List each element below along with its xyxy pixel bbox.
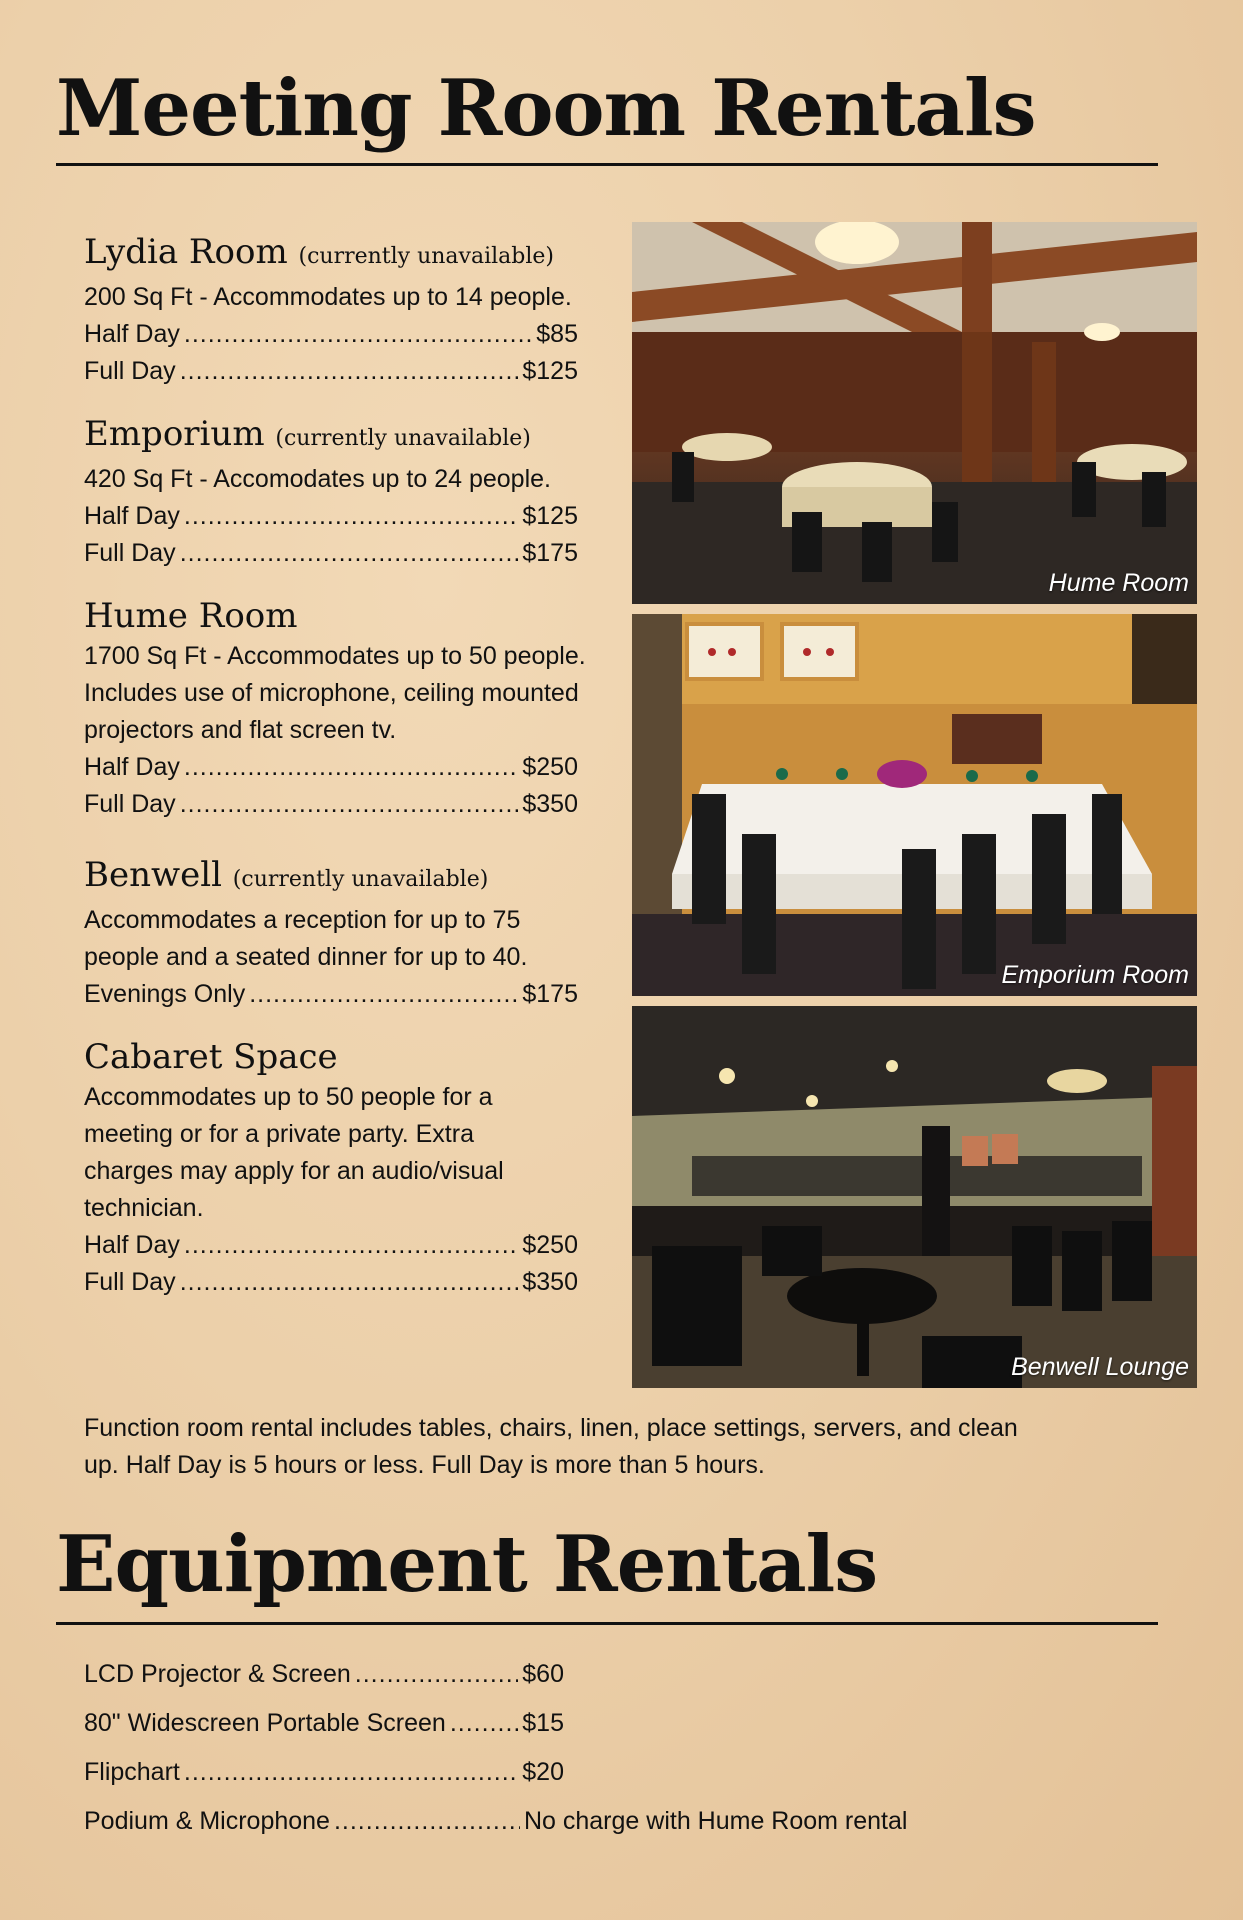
room-cabaret [84,1037,604,1301]
room-name: Benwell [84,855,222,895]
room-desc: 200 Sq Ft - Accommodates up to 14 people. [84,283,572,311]
price-row [84,353,578,390]
equipment-label: 80" Widescreen Portable Screen [84,1709,446,1737]
room-desc: Accommodates up to 50 people for a meeting or for a private party. Extra charges may apply for an audio/visual technician. [84,1083,504,1222]
leader-dots [184,749,519,786]
leader-dots [180,353,519,390]
emporium-room-illustration [632,614,1197,996]
price-label: Full Day [84,539,176,567]
room-name: Emporium [84,414,265,454]
room-title [84,232,604,277]
room-title [84,414,604,459]
price-value: $175 [522,980,578,1008]
availability-note: (currently unavailable) [232,867,489,892]
price-row [84,976,578,1013]
price-label: Full Day [84,790,176,818]
room-benwell [84,855,604,1013]
heading-rule [56,1622,1158,1625]
price-value: $125 [522,502,578,530]
equipment-row [84,1797,907,1846]
price-value: $85 [536,320,578,348]
price-value: $175 [522,539,578,567]
price-value: $125 [522,357,578,385]
equipment-price: $60 [522,1660,564,1688]
emporium-room-photo [632,614,1197,996]
room-title [84,596,604,636]
room-title [84,855,604,900]
equipment-label: Flipchart [84,1758,180,1786]
leader-dots [184,498,519,535]
equipment-row [84,1748,564,1797]
leader-dots [184,1227,519,1264]
price-value: $250 [522,1231,578,1259]
price-row [84,1227,578,1264]
hume-room-illustration [632,222,1197,604]
room-lydia [84,232,604,390]
benwell-lounge-photo [632,1006,1197,1388]
leader-dots [180,1264,519,1301]
price-value: $350 [522,790,578,818]
room-name: Lydia Room [84,232,288,272]
equipment-list [84,1650,907,1846]
price-row [84,535,578,572]
equipment-label: Podium & Microphone [84,1807,330,1835]
room-hume [84,596,604,823]
leader-dots [184,316,532,353]
leader-dots [180,786,519,823]
price-row [84,786,578,823]
equipment-row [84,1699,564,1748]
meeting-rentals-heading: Meeting Room Rentals [56,63,1036,154]
leader-dots [184,1748,518,1797]
room-desc: 1700 Sq Ft - Accommodates up to 50 people. Includes use of microphone, ceiling mounted projectors and flat screen tv. [84,642,586,744]
price-value: $250 [522,753,578,781]
photo-caption: Hume Room [1048,569,1189,597]
availability-note: (currently unavailable) [275,426,531,451]
hume-room-photo [632,222,1197,604]
price-label: Half Day [84,1231,180,1259]
price-row [84,498,578,535]
heading-rule [56,163,1158,166]
equipment-price: No charge with Hume Room rental [523,1807,908,1835]
leader-dots [450,1699,518,1748]
price-label: Half Day [84,753,180,781]
equipment-label: LCD Projector & Screen [84,1660,351,1688]
equipment-rentals-heading: Equipment Rentals [56,1519,878,1610]
equipment-price: $20 [522,1758,564,1786]
price-value: $350 [522,1268,578,1296]
room-emporium [84,414,604,572]
price-label: Evenings Only [84,980,246,1008]
equipment-row [84,1650,564,1699]
leader-dots [355,1650,519,1699]
room-name: Hume Room [84,596,298,636]
room-desc: 420 Sq Ft - Accomodates up to 24 people. [84,465,551,493]
leader-dots [334,1797,520,1846]
price-label: Half Day [84,502,180,530]
price-row [84,316,578,353]
room-desc: Accommodates a reception for up to 75 people and a seated dinner for up to 40. [84,906,528,971]
price-row [84,1264,578,1301]
price-label: Full Day [84,1268,176,1296]
equipment-price: $15 [522,1709,564,1737]
rental-footnote: Function room rental includes tables, chairs, linen, place settings, servers, and clean up. Half Day is 5 hours or less. Full Day is more than 5 hours. [84,1414,1018,1479]
room-name: Cabaret Space [84,1037,338,1077]
leader-dots [180,535,519,572]
leader-dots [249,976,518,1013]
price-row [84,749,578,786]
photo-caption: Emporium Room [1001,961,1189,989]
price-label: Half Day [84,320,180,348]
photo-caption: Benwell Lounge [1011,1353,1189,1381]
price-label: Full Day [84,357,176,385]
benwell-lounge-illustration [632,1006,1197,1388]
room-title [84,1037,604,1077]
availability-note: (currently unavailable) [298,244,555,269]
